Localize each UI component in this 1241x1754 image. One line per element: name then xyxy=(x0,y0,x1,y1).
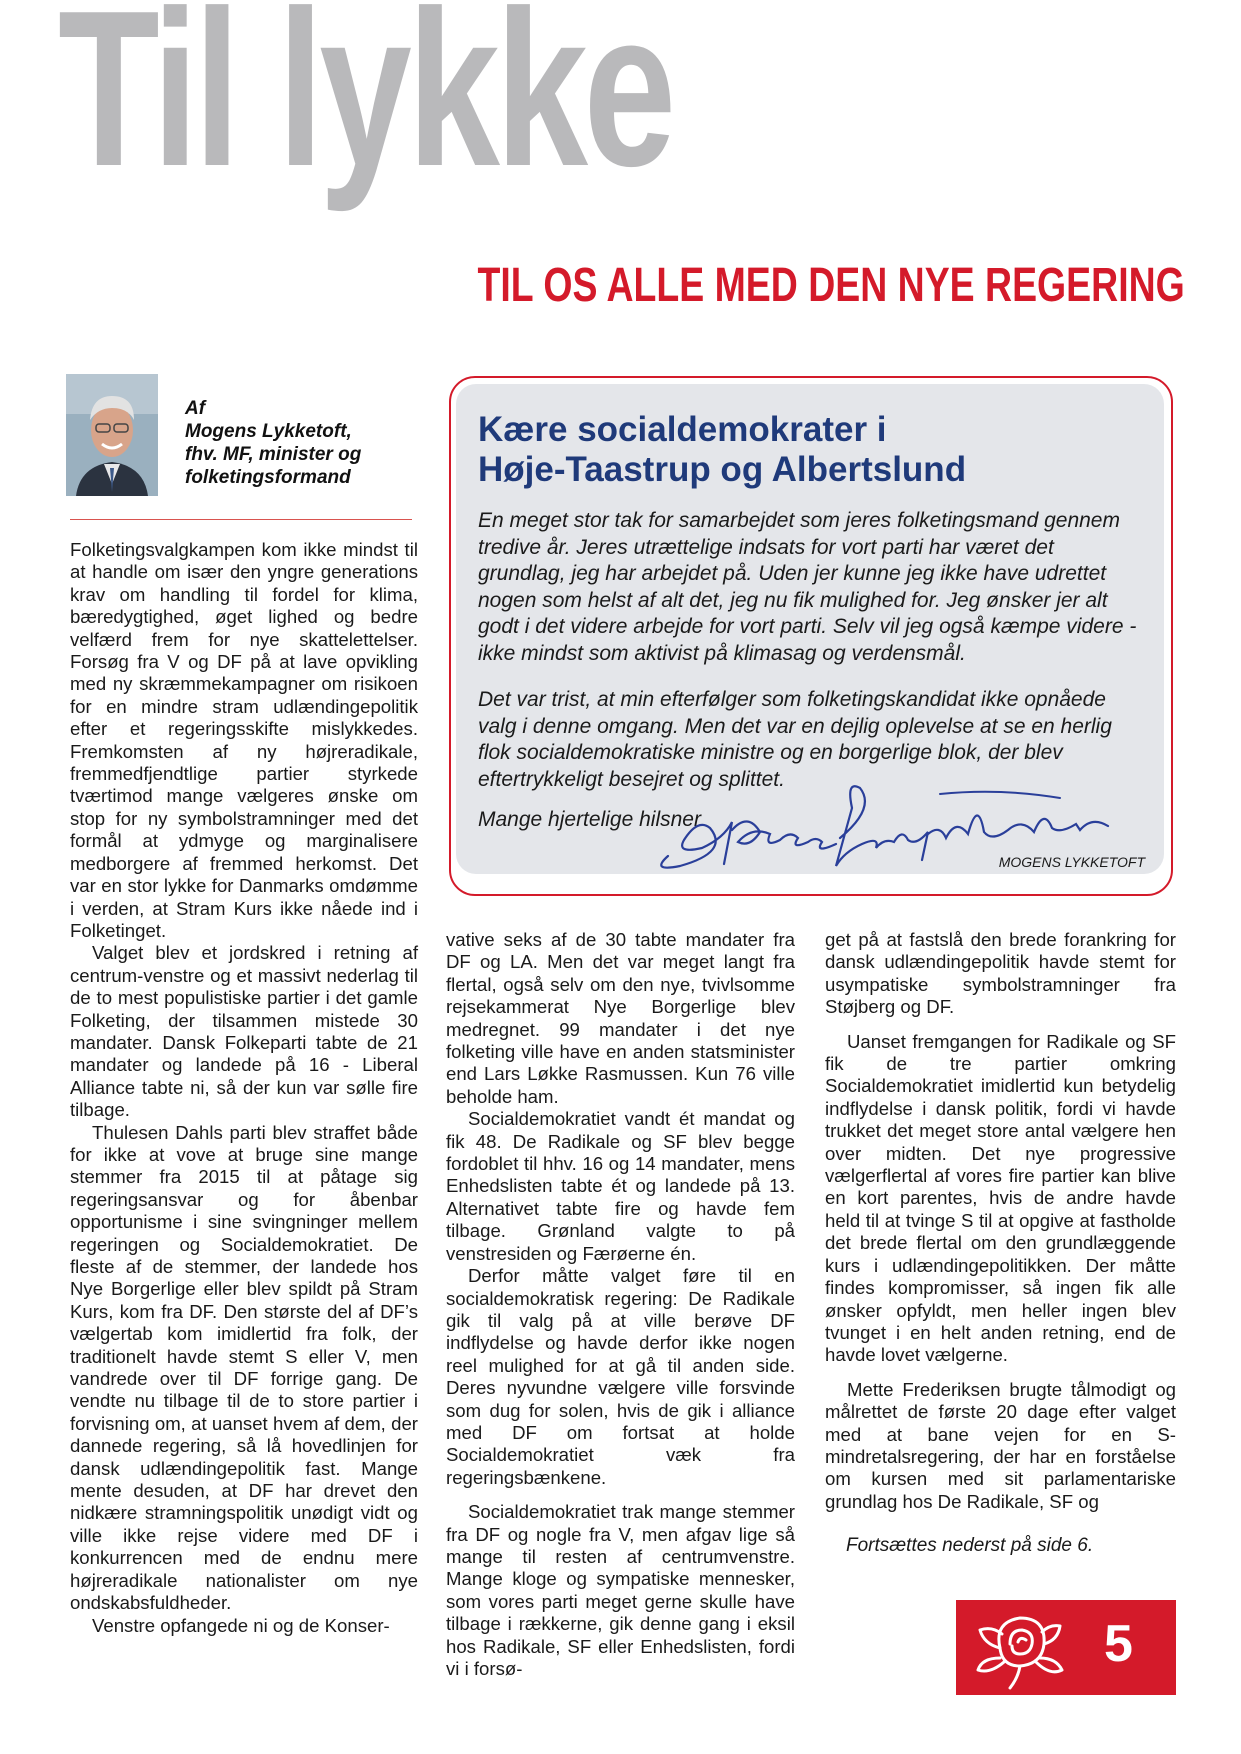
letter-heading-line-1: Kære socialdemokrater i xyxy=(478,410,887,449)
author-role-2: folketingsformand xyxy=(185,467,351,488)
byline-divider xyxy=(70,519,412,520)
article-paragraph: Mette Frederiksen brugte tålmodigt og målrettet de første 20 dage efter valget med at bane vejen for en S-mindretalsregering, der har en forståelse om kursen med sit parlamentariske grundlag hos De Radikale, SF og xyxy=(825,1378,1176,1512)
article-paragraph: Derfor måtte valget føre til en socialdemokratisk regering: De Radikale gik til valg på at ville berøve DF indflydelse og havde derfor ikke nogen reel mulighed for at gå til anden side. Deres nyvundne vælgere ville forsvinde som dug for solen, hvis de gik i alliance med DF om fortsat at holde Socialdemokratiet væk fra regeringsbænkene. xyxy=(446,1265,795,1488)
article-column-2 xyxy=(446,929,795,1680)
author-byline xyxy=(185,397,425,489)
article-paragraph: Socialdemokratiet vandt ét mandat og fik 48. De Radikale og SF blev begge fordoblet til hhv. 16 og 14 mandater, mens Enhedslisten tabte ét og landede på 13. Alternativet tabte fire og havde fem tilbage. Grønland valgte to på venstresiden og Færøerne én. xyxy=(446,1108,795,1264)
article-subtitle: TIL OS ALLE MED DEN NYE REGERING xyxy=(477,259,1185,312)
article-column-1 xyxy=(70,539,418,1637)
page-number: 5 xyxy=(1104,1615,1133,1673)
signature-name: MOGENS LYKKETOFT xyxy=(998,854,1145,870)
author-role-1: fhv. MF, minister og xyxy=(185,444,362,465)
page-title: Til lykke xyxy=(58,0,672,213)
article-paragraph: Socialdemokratiet trak mange stemmer fra DF og nogle fra V, men afgav lige så mange til resten af centrumvenstre. Mange kloge og sympatiske mennesker, som vores parti meget gerne skulle have tilbage i rækkerne, gik denne gang i eksil hos Radikale, SF eller Enhedslisten, fordi vi i forsø- xyxy=(446,1501,795,1679)
article-paragraph: get på at fastslå den brede forankring for dansk udlændingepolitik havde stemt for usympatiske symbolstramninger fra Støjberg og DF. xyxy=(825,929,1176,1018)
letter-greeting: Mange hjertelige hilsner xyxy=(478,808,701,831)
page-number-box xyxy=(956,1600,1176,1695)
article-paragraph: Venstre opfangede ni og de Konser- xyxy=(92,1614,390,1636)
letter-heading-line-2: Høje-Taastrup og Albertslund xyxy=(478,450,967,489)
article-paragraph: Thulesen Dahls parti blev straffet både for ikke at vove at bruge sine mange stemmer fra 2015 til at påtage sig regeringsansvar og for åbenbar opportunisme i sine svingninger mellem regeringen og Socialdemokratiet. De fleste af de stemmer, der landede hos Nye Borgerlige eller blev spildt på Stram Kurs, kom fra DF. Den største del af DF’s vælgertab kom imidlertid fra folk, der traditionelt havde stemt S eller V, men vandrede over til DF forrige gang. De vendte nu tilbage til de to store partier i forvisning om, at uanset hvem af dem, der dannede regering, så lå hovedlinjen for dansk udlændingepolitik fast. Mange mente desuden, at DF har drevet den nidkære stramningspolitik unødigt vidt og ville ikke rejse videre med DF i konkurrencen med de endnu mere højreradikale nationalister om nye ondskabsfuldheder. xyxy=(70,1121,418,1614)
article-column-3 xyxy=(825,929,1176,1513)
article-paragraph: Folketingsvalgkampen kom ikke mindst til at handle om især den yngre generations krav om handling til fordel for klima, bæredygtighed, øget lighed og bedre velfærd frem for nye skattelettelser. Forsøg fra V og DF på at lave opvikling med ny skræmmekampagner om risikoen for en mindre stram udlændingepolitik efter et regeringsskifte mislykkedes. Fremkomsten af ny højreradikale, fremmedfjendtlige partier styrkede tværtimod mange vælgeres ønske om stop for ny symbolstramninger med det formål at ydmyge og marginalisere medborgere af fremmed herkomst. Det var en stor lykke for Danmarks omdømme i verden, at Stram Kurs ikke nåede ind i Folketinget. xyxy=(70,539,418,941)
letter-paragraph: En meget stor tak for samarbejdet som jeres folketingsmand gennem tredive år. Jeres utrættelige indsats for vort parti har været det grundlag, jeg har arbejdet på. Uden jer kunne jeg ikke have udrettet nogen som helst af alt det, jeg nu fik mulighed for. Jeg ønsker jer alt godt i det videre arbejde for vort parti. Selv vil jeg også kæmpe videre - ikke mindst som aktivist på klimasag og verdensmål. xyxy=(478,509,1137,665)
byline-prefix: Af xyxy=(185,398,206,419)
rose-icon xyxy=(970,1604,1066,1690)
author-name: Mogens Lykketoft, xyxy=(185,421,352,442)
article-paragraph: Valget blev et jordskred i retning af centrum-venstre og et massivt nederlag til de to mest populistiske partier i det gamle Folketing, der tilsammen mistede 30 mandater. Dansk Folkeparti tabte de 21 mandater og landede på 16 - Liberal Alliance tabte ni, så der kun var sølle fire tilbage. xyxy=(70,942,418,1121)
continued-note: Fortsættes nederst på side 6. xyxy=(846,1535,1094,1556)
letter-heading xyxy=(478,410,1138,490)
article-paragraph: vative seks af de 30 tabte mandater fra DF og LA. Men det var meget langt fra flertal, også selv om den nye, tvivlsomme rejsekammerat Nye Borgerlige blev medregnet. 99 mandater i det nye folketing ville have en anden statsminister end Lars Løkke Rasmussen. Kun 76 ville beholde ham. xyxy=(446,929,795,1107)
author-portrait xyxy=(66,374,158,496)
letter-paragraph: Det var trist, at min efterfølger som folketingskandidat ikke opnåede valg i denne omgang. Men det var en dejlig oplevelse at se en herlig flok socialdemokratiske ministre og en borgerlige blok, der blev eftertrykkeligt besejret og splittet. xyxy=(478,688,1112,791)
article-paragraph: Uanset fremgangen for Radikale og SF fik de tre partier omkring Socialdemokratiet imidlertid kun betydelig indflydelse i dansk politik, fordi vi havde trukket det meget store antal vælgere hen over midten. Det nye progressive vælgerflertal af vores fire partier kan blive en kort parentes, hvis de andre havde held til at tvinge S til at opgive at fastholde det brede flertal om den grundlæggende kurs i udlændingepolitikken. Der måtte findes kompromisser, så ingen fik alle ønsker opfyldt, men heller ingen blev tvunget i en helt anden retning, end de havde lovet vælgerne. xyxy=(825,1030,1176,1366)
